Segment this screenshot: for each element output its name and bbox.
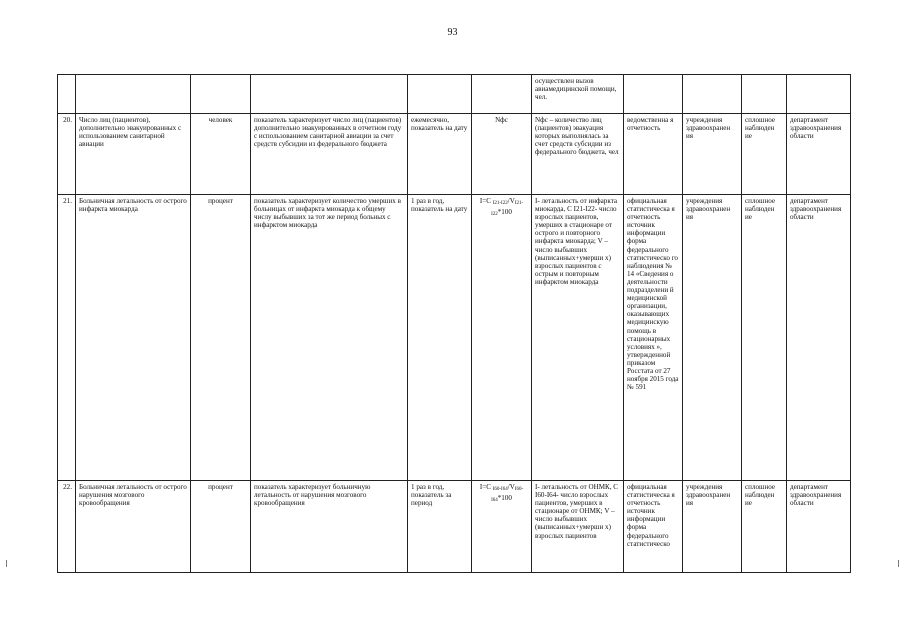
cell-formula-description: осуществлен вызов авиамедицинской помощи, чел. <box>532 75 624 114</box>
table-row-22 <box>58 481 851 573</box>
cell-responsible: учреждения здравоохранен ия <box>683 481 742 573</box>
cell-formula-description: I- летальность от ОНМК, С I60-I64- число взрослых пациентов, умерших в стационаре от ОНМК; V – число выбывших (выписанных+умерши х) взрослых пациентов <box>532 481 624 573</box>
page-number: 93 <box>447 27 458 38</box>
indicators-table <box>57 74 851 573</box>
cell-source: ведомственна я отчетность <box>624 114 683 195</box>
cell-description <box>251 75 408 114</box>
cell-periodicity <box>408 75 472 114</box>
cell-observation: сплошное наблюден ие <box>742 481 787 573</box>
cell-name: Число лиц (пациентов), дополнительно эвакуированных с использованием санитарной авиации <box>76 114 191 195</box>
formula-divisor: /V <box>507 483 515 491</box>
cell-unit <box>191 75 251 114</box>
cell-source <box>624 75 683 114</box>
formula-sub: I60-I64 <box>492 487 508 492</box>
cell-periodicity: ежемесячно, показатель на дату <box>408 114 472 195</box>
cell-unit: процент <box>191 195 251 481</box>
cell-periodicity: 1 раз в год, показатель за период <box>408 481 472 573</box>
cell-name: Больничная летальность от острого нарушения мозгового кровообращения <box>76 481 191 573</box>
table-row-21 <box>58 195 851 481</box>
cell-responsible: учреждения здравоохранен ия <box>683 114 742 195</box>
cell-formula <box>472 195 532 481</box>
cell-department <box>787 75 851 114</box>
formula-sub: I21-I22 <box>492 201 508 206</box>
cell-num: 22. <box>58 481 76 573</box>
cell-num: 20. <box>58 114 76 195</box>
cell-description: показатель характеризует больничную летальность от нарушения мозгового кровообращения <box>251 481 408 573</box>
formula-main: I=C <box>479 197 493 205</box>
cell-description: показатель характеризует количество умерших в больницах от инфаркта миокарда к общему числу выбывших за тот же период больных с инфарктом миокарда <box>251 195 408 481</box>
cell-name <box>76 75 191 114</box>
cell-observation: сплошное наблюден ие <box>742 195 787 481</box>
cell-num: 21. <box>58 195 76 481</box>
cell-formula <box>472 481 532 573</box>
cell-unit: процент <box>191 481 251 573</box>
cell-formula <box>472 75 532 114</box>
cell-department: департамент здравоохранения области <box>787 195 851 481</box>
cell-source: официальная статистическа я отчетность источник информации форма федерального статистическо го наблюдения № 14 «Сведения о деятельности подразделени й медицинской организации, оказывающих медицинскую помощь в стационарных условиях », утвержденной приказом Росстата от 27 ноября 2015 года № 591 <box>624 195 683 481</box>
formula-divisor: /V <box>507 197 515 205</box>
formula-multiplier: *100 <box>497 494 512 503</box>
cell-description: показатель характеризует число лиц (пациентов) дополнительно эвакуированных в отчетном году с использованием санитарной авиации за счет средств субсидии из федерального бюджета <box>251 114 408 195</box>
table-row-20 <box>58 114 851 195</box>
cell-periodicity: 1 раз в год, показатель на дату <box>408 195 472 481</box>
right-margin-mark <box>898 560 899 567</box>
cell-department: департамент здравоохранения области <box>787 114 851 195</box>
cell-num <box>58 75 76 114</box>
cell-formula-description: Nфс – количество лиц (пациентов) эвакуация которых выполнялась за счет средств субсидии из федерального бюджета, чел <box>532 114 624 195</box>
cell-source: официальная статистическа я отчетность источник информации форма федерального статистическо <box>624 481 683 573</box>
cell-department: департамент здравоохранения области <box>787 481 851 573</box>
table-row-continuation <box>58 75 851 114</box>
cell-unit: человек <box>191 114 251 195</box>
cell-observation <box>742 75 787 114</box>
cell-responsible <box>683 75 742 114</box>
cell-observation: сплошное наблюден ие <box>742 114 787 195</box>
cell-name: Больничная летальность от острого инфаркта миокарда <box>76 195 191 481</box>
formula-sub: I21-I22 <box>491 201 524 218</box>
formula-multiplier: *100 <box>497 208 512 217</box>
formula-main: I=C <box>479 483 493 491</box>
left-margin-mark <box>6 560 7 567</box>
cell-formula-description: I- летальность от инфаркта миокарда, С I21-I22- число взрослых пациентов, умерших в стационаре от острого и повторного инфаркта миокарда; V – число выбывших (выписанных+умерши х) взрослых пациентов с острым и повторным инфарктом миокарда <box>532 195 624 481</box>
cell-responsible: учреждения здравоохранен ия <box>683 195 742 481</box>
formula-sub: I60-I64 <box>491 487 524 504</box>
cell-formula: Nфс <box>472 114 532 195</box>
